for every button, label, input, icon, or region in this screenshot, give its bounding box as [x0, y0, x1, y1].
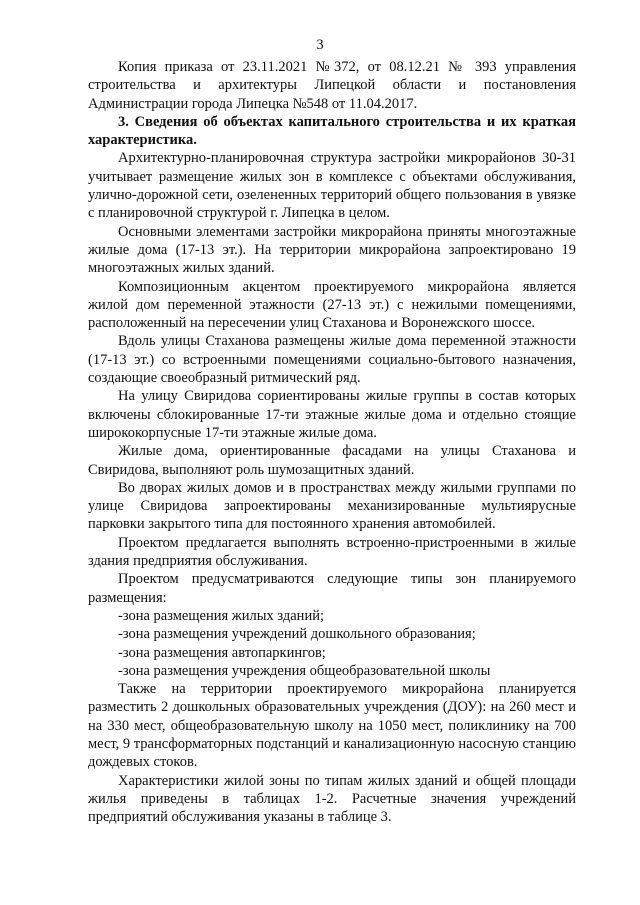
list-item: -зона размещения жилых зданий;	[118, 607, 324, 624]
paragraph-architecture: Архитектурно-планировочная структура застройки микрорайонов 30-31 учитывает размещение жилых зон в комплексе с объектами обслуживания, улично-дорожной сети, озелененных территорий общего пользования в увязке с планировочной структурой г. Липецка в целом.	[88, 150, 576, 222]
paragraph-composition-accent: Композиционным акцентом проектируемого микрорайона является жилой дом переменной этажности (27-13 эт.) с нежилыми помещениями, расположенный на пересечении улиц Стаханова и Воронежского шоссе.	[88, 278, 576, 332]
paragraph-sviridova-street: На улицу Свиридова сориентированы жилые группы в состав которых включены сблокированные 17-ти этажные жилые дома и отдельно стоящие ширококорпусные 17-ти этажные жилые дома.	[88, 388, 576, 441]
paragraph-parking: Во дворах жилых домов и в пространствах между жилыми группами по улице Свиридова запроектированы механизированные мультиярусные парковки закрытого типа для постоянного хранения автомобилей.	[88, 479, 576, 533]
document-body	[88, 58, 576, 826]
paragraph-tables-reference: Характеристики жилой зоны по типам жилых зданий и общей площади жилья приведены в таблицах 1-2. Расчетные значения учреждений предприятий обслуживания указаны в таблице 3.	[88, 772, 576, 826]
section-heading: 3. Сведения об объектах капитального строительства и их краткая характеристика.	[88, 113, 576, 149]
paragraph-stakhanova-street: Вдоль улицы Стаханова размещены жилые дома переменной этажности (17-13 эт.) со встроенными помещениями социально-бытового назначения, создающие своеобразный ритмический ряд.	[88, 333, 576, 387]
list-item: -зона размещения учреждения общеобразовательной школы	[118, 662, 491, 679]
paragraph-services: Проектом предлагается выполнять встроенно-пристроенными в жилые здания предприятия обслуживания.	[88, 534, 576, 570]
page-number: 3	[316, 37, 324, 53]
list-item: -зона размещения автопаркингов;	[118, 644, 326, 661]
paragraph-main-elements: Основными элементами застройки микрорайона приняты многоэтажные жилые дома (17-13 эт.). На территории микрорайона запроектировано 19 многоэтажных жилых зданий.	[88, 223, 576, 277]
list-item: -зона размещения учреждений дошкольного образования;	[118, 626, 476, 643]
paragraph-zone-types: Проектом предусматриваются следующие типы зон планируемого размещения:	[88, 571, 576, 606]
paragraph-planned-facilities: Также на территории проектируемого микрорайона планируется разместить 2 дошкольных образовательных учреждения (ДОУ): на 260 мест и на 330 мест, общеобразовательную школу на 1050 мест, поликлинику на 700 мест, 9 трансформаторных подстанций и канализационную насосную станцию дождевых стоков.	[88, 681, 576, 771]
paragraph-noise-protection: Жилые дома, ориентированные фасадами на улицы Стаханова и Свиридова, выполняют роль шумозащитных зданий.	[88, 443, 576, 478]
paragraph-order-copy: Копия приказа от 23.11.2021 №372, от 08.12.21 № 393 управления строительства и архитектуры Липецкой области и постановления Администрации города Липецка №548 от 11.04.2017.	[88, 59, 576, 112]
